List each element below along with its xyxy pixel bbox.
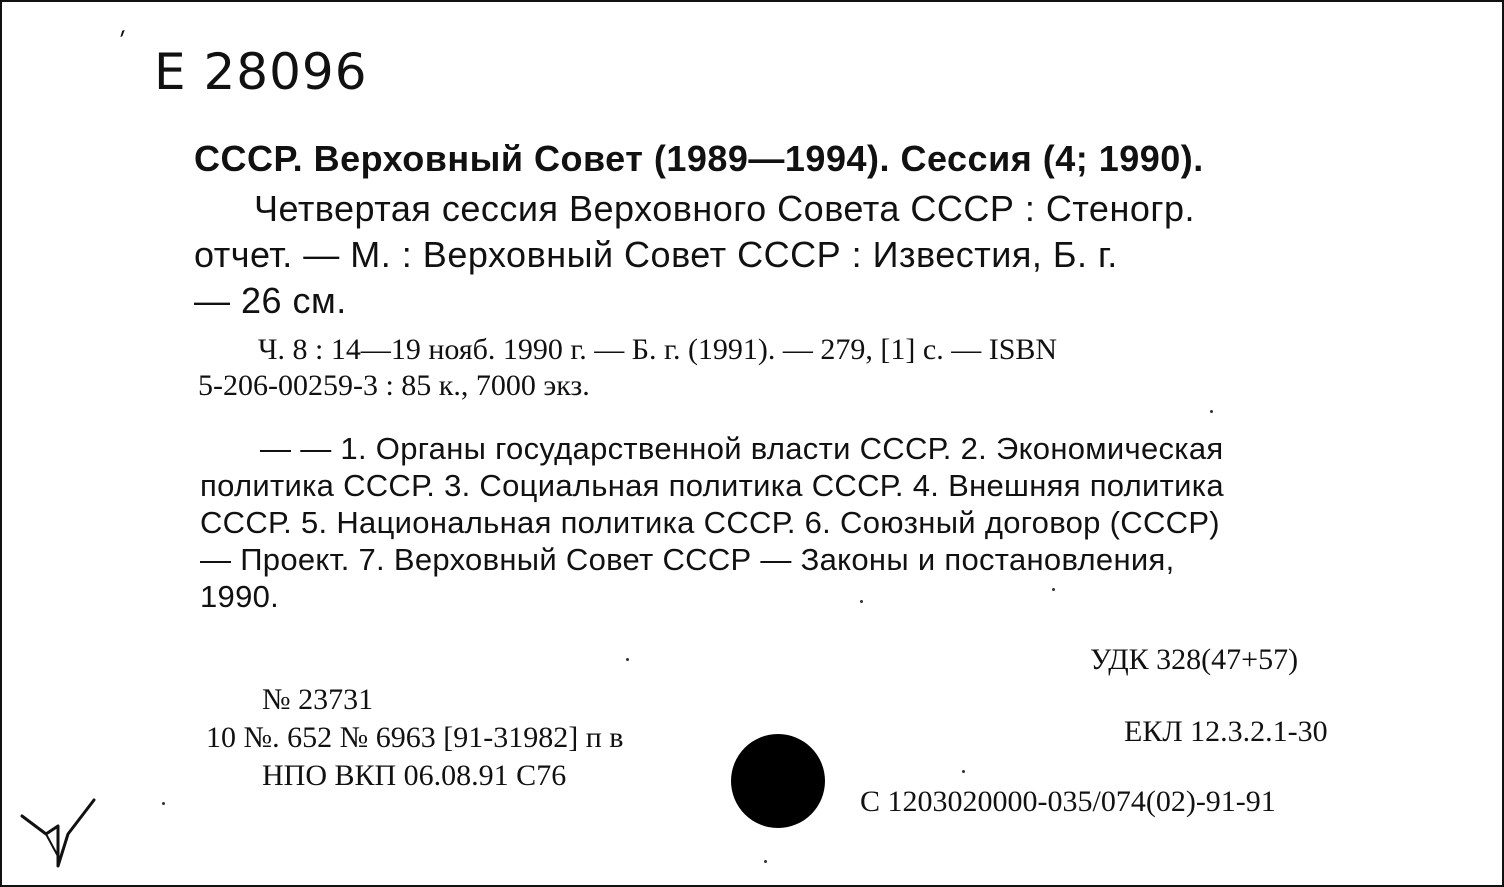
catalog-code: С 1203020000-035/074(02)-91-91	[860, 785, 1276, 818]
volume-line-1: Ч. 8 : 14—19 нояб. 1990 г. — Б. г. (1991). — 279, [1] с. — ISBN	[258, 333, 1058, 366]
accession-number: Е 28096	[154, 43, 368, 101]
speck	[1052, 588, 1055, 591]
print-order-number: № 23731	[262, 683, 374, 716]
subject-line-1: — — 1. Органы государственной власти СССР. 2. Экономическая	[260, 431, 1224, 466]
card-heading: СССР. Верховный Совет (1989—1994). Сессия (4; 1990).	[194, 138, 1204, 179]
subject-line-4: — Проект. 7. Верховный Совет СССР — Законы и постановления,	[200, 542, 1175, 577]
ekl-code: ЕКЛ 12.3.2.1-30	[1124, 715, 1328, 748]
subject-line-3: СССР. 5. Национальная политика СССР. 6. Союзный договор (СССР)	[200, 505, 1220, 540]
print-publisher: НПО ВКП 06.08.91 С76	[262, 759, 567, 792]
speck	[626, 658, 629, 661]
speck	[764, 860, 767, 863]
speck	[162, 802, 165, 805]
speck	[860, 600, 863, 603]
print-details: 10 №. 652 № 6963 [91-31982] п в	[206, 721, 624, 754]
handwritten-mark	[16, 794, 106, 878]
punch-hole	[731, 734, 825, 828]
udk-code: УДК 328(47+57)	[1090, 643, 1299, 676]
subject-line-5: 1990.	[200, 579, 280, 614]
volume-line-2: 5-206-00259-3 : 85 к., 7000 экз.	[198, 369, 590, 402]
speck	[962, 770, 965, 773]
accession-mark: ´	[112, 25, 138, 62]
title-line-1: Четвертая сессия Верховного Совета СССР : Стеногр.	[254, 188, 1196, 229]
title-line-2: отчет. — М. : Верховный Совет СССР : Известия, Б. г.	[194, 234, 1118, 275]
subject-line-2: политика СССР. 3. Социальная политика СССР. 4. Внешняя политика	[200, 468, 1224, 503]
speck	[1210, 410, 1213, 413]
title-line-3: — 26 см.	[194, 280, 347, 321]
